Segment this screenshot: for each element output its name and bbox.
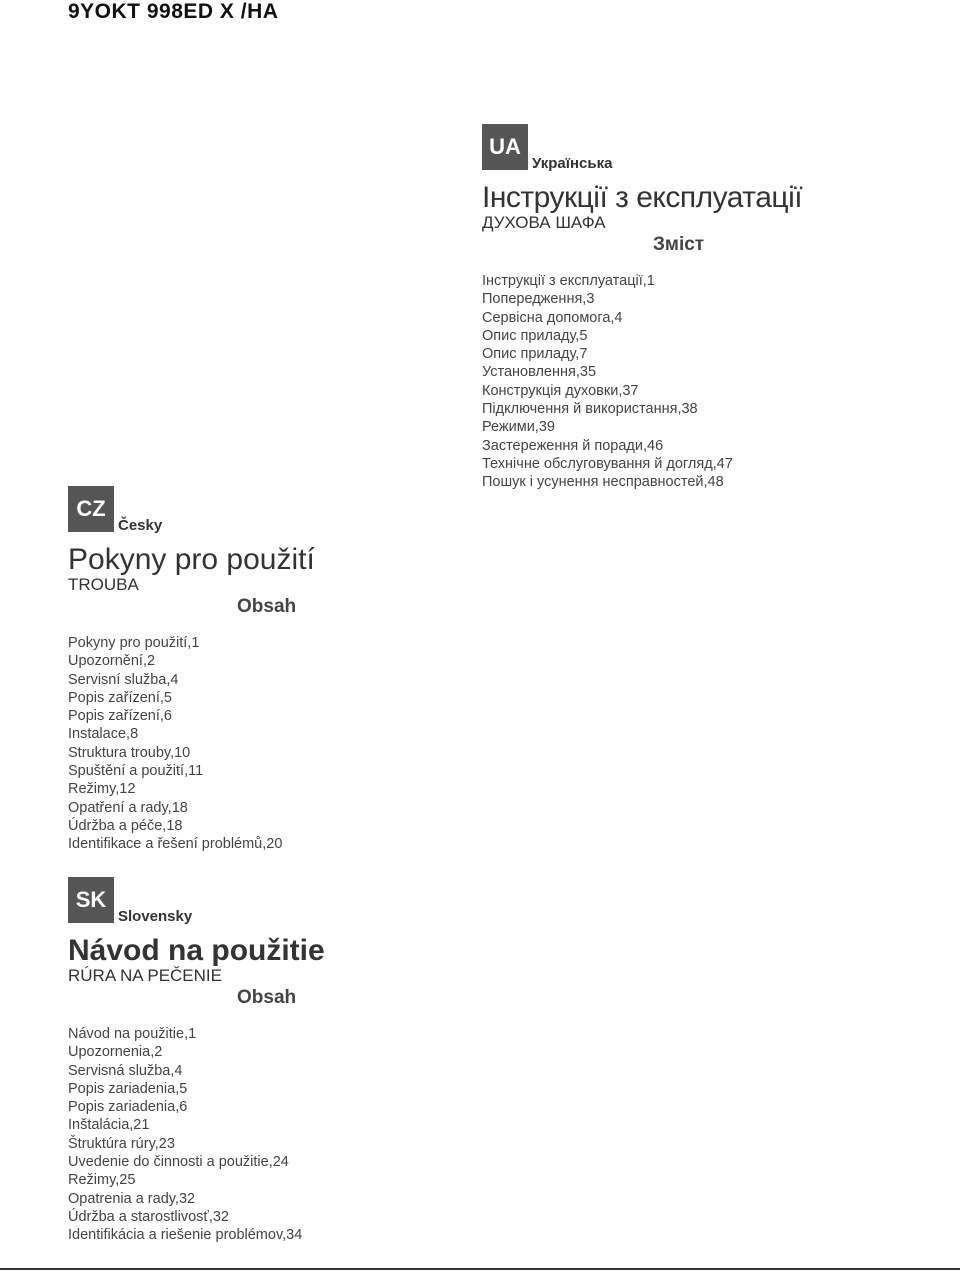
toc-item: Popis zariadenia,5 bbox=[68, 1080, 188, 1097]
toc-item: Технічне обслуговування й догляд,47 bbox=[482, 455, 733, 472]
toc-item: Попередження,3 bbox=[482, 291, 595, 308]
toc-item: Pokyny pro použití,1 bbox=[68, 635, 200, 651]
toc-item: Inštalácia,21 bbox=[68, 1117, 150, 1134]
toc-item: Конструкція духовки,37 bbox=[482, 382, 639, 399]
section-ukrainian bbox=[482, 124, 802, 492]
section-subtitle: RÚRA NA PEČENIE bbox=[68, 966, 222, 985]
language-header bbox=[482, 124, 802, 172]
section-slovak bbox=[68, 877, 325, 1245]
toc-item: Opatrenia a rady,32 bbox=[68, 1190, 196, 1207]
toc-item: Návod na použitie,1 bbox=[68, 1026, 197, 1042]
language-header bbox=[68, 877, 325, 925]
toc-item: Údržba a starostlivosť,32 bbox=[68, 1208, 229, 1225]
toc-item: Popis zařízení,6 bbox=[68, 708, 172, 725]
section-title: Návod na použitie bbox=[68, 934, 325, 967]
toc-item: Режими,39 bbox=[482, 419, 555, 436]
contents-label: Зміст bbox=[653, 234, 705, 255]
model-number: 9YOKT 998ED X /HA bbox=[68, 0, 279, 23]
toc-item: Servisná služba,4 bbox=[68, 1062, 183, 1079]
language-name: Українська bbox=[532, 155, 613, 172]
toc-item: Identifikácia a riešenie problémov,34 bbox=[68, 1227, 303, 1244]
toc-item: Установлення,35 bbox=[482, 364, 597, 381]
toc-item: Popis zariadenia,6 bbox=[68, 1099, 188, 1116]
language-name: Česky bbox=[118, 517, 163, 534]
toc-item: Štruktúra rúry,23 bbox=[68, 1135, 175, 1152]
toc-item: Uvedenie do činnosti a použitie,24 bbox=[68, 1154, 289, 1171]
table-of-contents bbox=[68, 634, 315, 854]
toc-item: Režimy,25 bbox=[68, 1172, 136, 1189]
toc-item: Servisní služba,4 bbox=[68, 671, 179, 688]
table-of-contents bbox=[482, 272, 802, 492]
bottom-divider bbox=[0, 1268, 960, 1270]
language-name: Slovensky bbox=[118, 908, 193, 925]
section-czech bbox=[68, 486, 315, 854]
toc-item: Režimy,12 bbox=[68, 781, 136, 798]
section-title: Pokyny pro použití bbox=[68, 543, 315, 576]
table-of-contents bbox=[68, 1025, 325, 1245]
contents-label: Obsah bbox=[237, 987, 297, 1008]
toc-item: Instalace,8 bbox=[68, 726, 139, 743]
section-subtitle: ДУХОВА ШАФА bbox=[482, 213, 606, 232]
toc-item: Identifikace a řešení problémů,20 bbox=[68, 836, 283, 853]
toc-item: Сервісна допомога,4 bbox=[482, 309, 623, 326]
language-header bbox=[68, 486, 315, 534]
toc-item: Підключення й використання,38 bbox=[482, 401, 698, 418]
toc-item: Struktura trouby,10 bbox=[68, 744, 191, 761]
toc-item: Upozornenia,2 bbox=[68, 1044, 163, 1061]
section-title: Інструкції з експлуатації bbox=[482, 181, 803, 214]
toc-item: Інструкції з експлуатації,1 bbox=[482, 273, 655, 289]
language-code-badge: SK bbox=[68, 877, 114, 923]
toc-item: Опис приладу,5 bbox=[482, 327, 588, 344]
toc-item: Opatření a rady,18 bbox=[68, 799, 188, 816]
language-code-badge: CZ bbox=[68, 486, 114, 532]
toc-item: Upozornění,2 bbox=[68, 653, 156, 670]
contents-label: Obsah bbox=[237, 596, 297, 617]
toc-item: Опис приладу,7 bbox=[482, 346, 588, 363]
toc-item: Застереження й поради,46 bbox=[482, 437, 664, 454]
toc-item: Пошук і усунення несправностей,48 bbox=[482, 474, 724, 491]
section-subtitle: TROUBA bbox=[68, 575, 139, 594]
language-code-badge: UA bbox=[482, 124, 528, 170]
toc-item: Popis zařízení,5 bbox=[68, 689, 172, 706]
toc-item: Spuštění a použití,11 bbox=[68, 763, 204, 780]
toc-item: Údržba a péče,18 bbox=[68, 817, 183, 834]
